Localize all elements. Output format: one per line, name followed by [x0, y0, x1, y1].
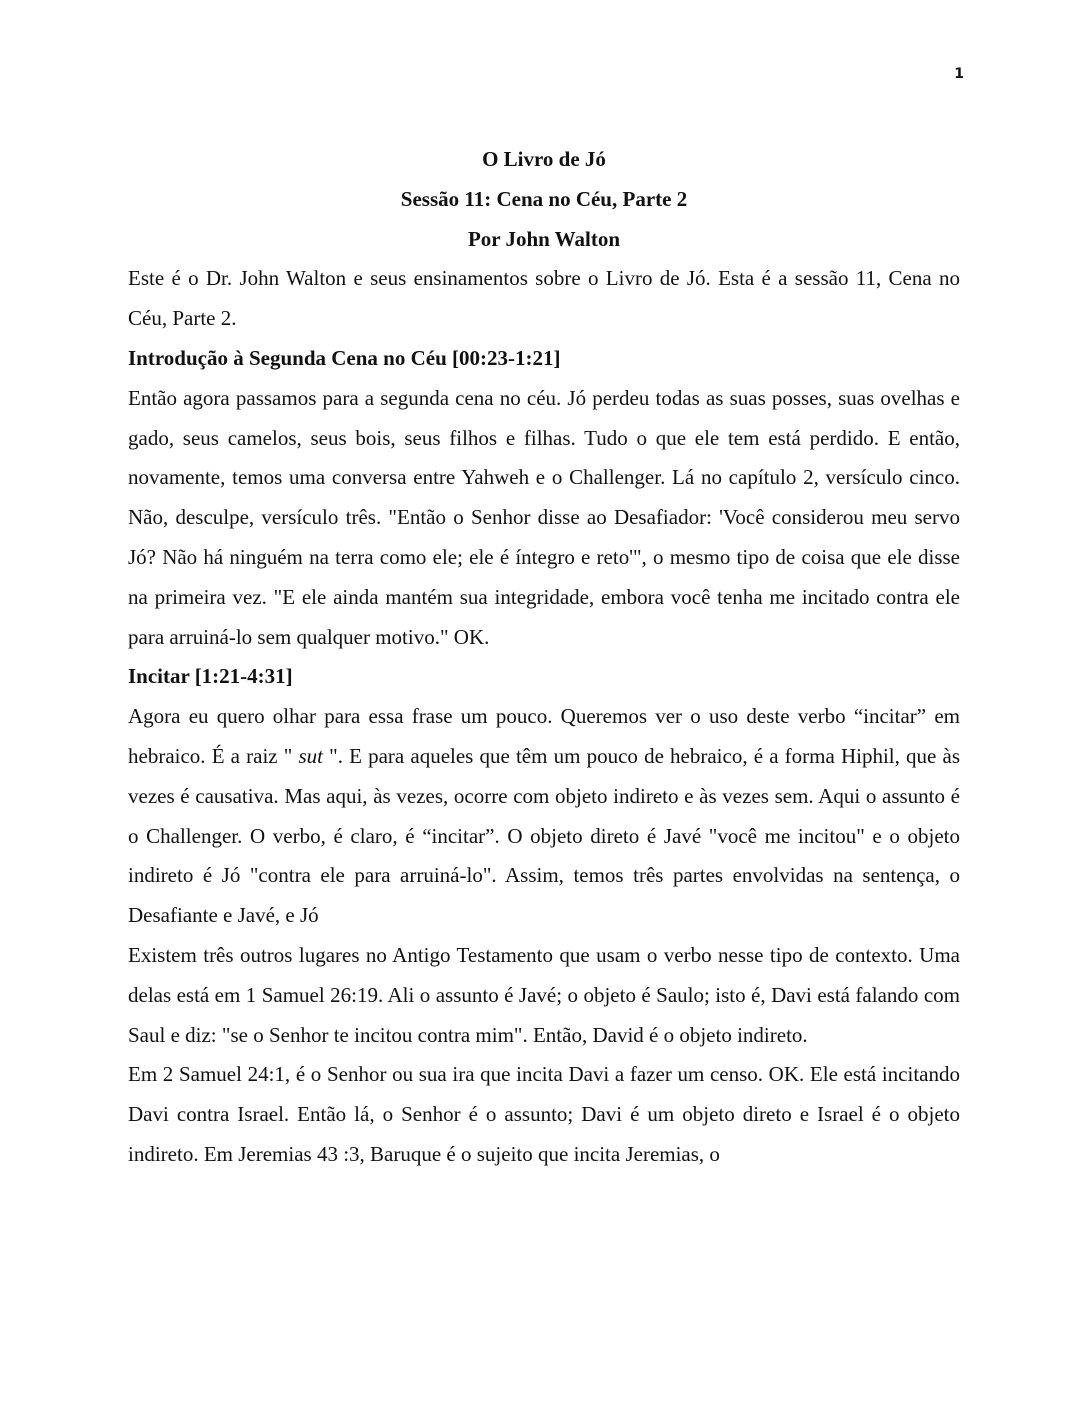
paragraph-samuel-jeremias: Em 2 Samuel 24:1, é o Senhor ou sua ira que incita Davi a fazer um censo. OK. Ele está incitando Davi contra Israel. Então lá, o Senhor é o assunto; Davi é um objeto direto e Israel é o objeto indireto. Em Jeremias 43 :3, Baruque é o sujeito que incita Jeremias, o	[128, 1062, 960, 1166]
document-body	[128, 140, 960, 1175]
paragraph-outros-lugares: Existem três outros lugares no Antigo Testamento que usam o verbo nesse tipo de contexto. Uma delas está em 1 Samuel 26:19. Ali o assunto é Javé; o objeto é Saulo; isto é, Davi está falando com Saul e diz: "se o Senhor te incitou contra mim". Então, David é o objeto indireto.	[128, 942, 960, 1047]
intro-paragraph: Este é o Dr. John Walton e seus ensinamentos sobre o Livro de Jó. Esta é a sessão 11, Cena no Céu, Parte 2.	[128, 266, 960, 331]
paragraph-incitar-part-2: ". E para aqueles que têm um pouco de hebraico, é a forma Hiphil, que às vezes é causativa. Mas aqui, às vezes, ocorre com objeto indireto e às vezes sem. Aqui o assunto é o Challenger. O verbo, é claro, é “incitar”. O objeto direto é Javé "você me incitou" e o objeto indireto é Jó "contra ele para arruiná-lo". Assim, temos três partes envolvidas na sentença, o Desafiante e Javé, e Jó	[128, 743, 960, 928]
paragraph-incitar-part-1: Agora eu quero olhar para essa frase um pouco. Queremos ver o uso deste verbo “incitar” em hebraico. É a raiz "	[128, 704, 960, 768]
hebrew-root-sut: sut	[298, 743, 323, 768]
document-title: O Livro de Jó	[482, 147, 606, 171]
paragraph-incitar	[128, 697, 960, 936]
section-heading-introducao: Introdução à Segunda Cena no Céu [00:23-1:21]	[128, 345, 561, 370]
page-number: 1	[954, 66, 964, 82]
session-title: Sessão 11: Cena no Céu, Parte 2	[400, 186, 688, 211]
section-heading-incitar: Incitar [1:21-4:31]	[128, 664, 293, 689]
author-line: Por John Walton	[467, 226, 621, 251]
paragraph-segunda-cena: Então agora passamos para a segunda cena no céu. Jó perdeu todas as suas posses, suas ovelhas e gado, seus camelos, seus bois, seus filhos e filhas. Tudo o que ele tem está perdido. E então, novamente, temos uma conversa entre Yahweh e o Challenger. Lá no capítulo 2, versículo cinco. Não, desculpe, versículo três. "Então o Senhor disse ao Desafiador: 'Você considerou meu servo Jó? Não há ninguém na terra como ele; ele é íntegro e reto'", o mesmo tipo de coisa que ele disse na primeira vez. "E ele ainda mantém sua integridade, embora você tenha me incitado contra ele para arruiná-lo sem qualquer motivo." OK.	[128, 385, 960, 649]
